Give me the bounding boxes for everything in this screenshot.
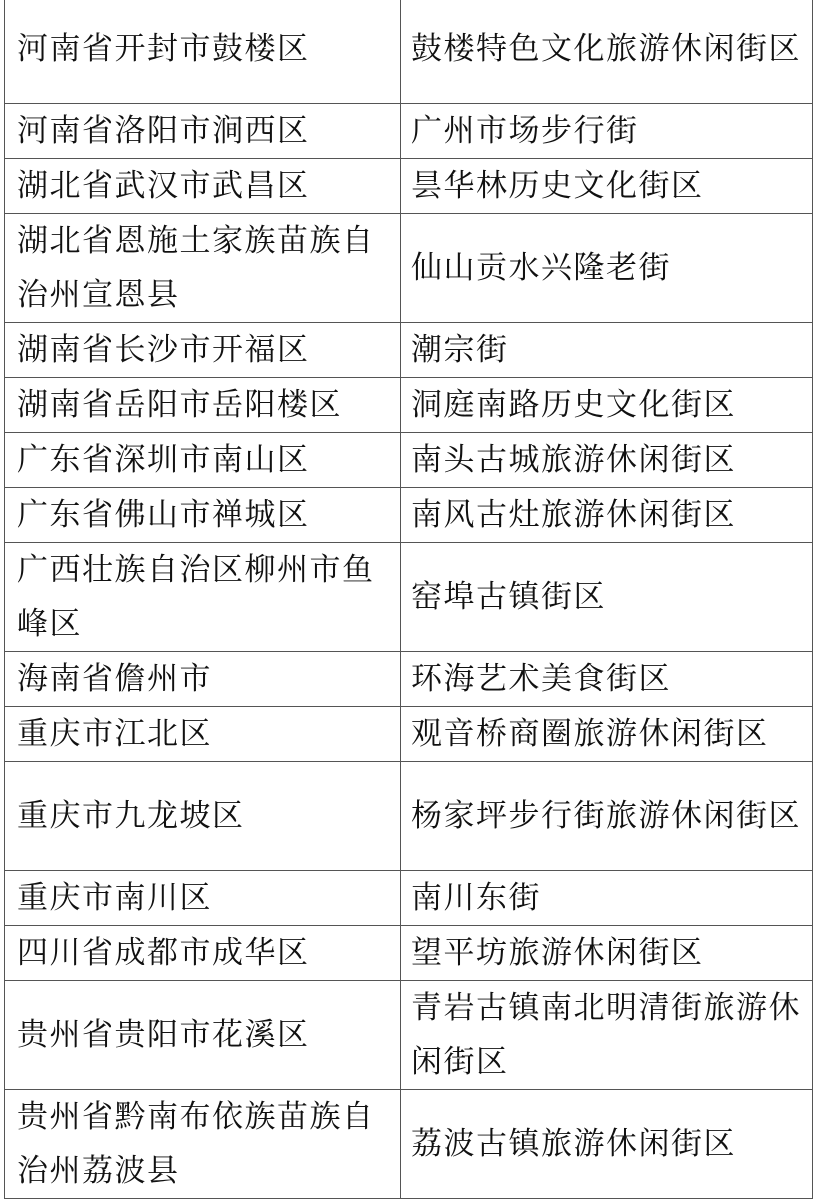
street-cell: 昙华林历史文化街区 <box>401 159 813 214</box>
street-cell: 南头古城旅游休闲街区 <box>401 433 813 488</box>
table-row <box>5 926 813 981</box>
table-row <box>5 378 813 433</box>
region-cell: 贵州省贵阳市花溪区 <box>5 981 401 1090</box>
street-cell: 洞庭南路历史文化街区 <box>401 378 813 433</box>
table-row <box>5 433 813 488</box>
table-row <box>5 0 813 104</box>
district-table <box>4 0 813 1199</box>
table-row <box>5 214 813 323</box>
street-cell: 杨家坪步行街旅游休闲街区 <box>401 762 813 871</box>
region-cell: 湖北省武汉市武昌区 <box>5 159 401 214</box>
table-row <box>5 323 813 378</box>
region-cell: 河南省开封市鼓楼区 <box>5 0 401 104</box>
region-cell: 湖北省恩施土家族苗族自治州宣恩县 <box>5 214 401 323</box>
region-cell: 河南省洛阳市涧西区 <box>5 104 401 159</box>
street-cell: 观音桥商圈旅游休闲街区 <box>401 707 813 762</box>
table-row <box>5 707 813 762</box>
table-row <box>5 104 813 159</box>
street-cell: 窑埠古镇街区 <box>401 543 813 652</box>
street-cell: 潮宗街 <box>401 323 813 378</box>
region-cell: 重庆市九龙坡区 <box>5 762 401 871</box>
street-cell: 青岩古镇南北明清街旅游休闲街区 <box>401 981 813 1090</box>
table-row <box>5 981 813 1090</box>
street-cell: 荔波古镇旅游休闲街区 <box>401 1090 813 1199</box>
region-cell: 贵州省黔南布依族苗族自治州荔波县 <box>5 1090 401 1199</box>
table-row <box>5 543 813 652</box>
street-cell: 仙山贡水兴隆老街 <box>401 214 813 323</box>
street-cell: 环海艺术美食街区 <box>401 652 813 707</box>
region-cell: 重庆市南川区 <box>5 871 401 926</box>
region-cell: 广东省佛山市禅城区 <box>5 488 401 543</box>
table-row <box>5 159 813 214</box>
street-cell: 南风古灶旅游休闲街区 <box>401 488 813 543</box>
table-row <box>5 488 813 543</box>
region-cell: 海南省儋州市 <box>5 652 401 707</box>
street-cell: 鼓楼特色文化旅游休闲街区 <box>401 0 813 104</box>
table-row <box>5 762 813 871</box>
table-row <box>5 652 813 707</box>
region-cell: 广东省深圳市南山区 <box>5 433 401 488</box>
street-cell: 广州市场步行街 <box>401 104 813 159</box>
table-row <box>5 1090 813 1199</box>
region-cell: 湖南省长沙市开福区 <box>5 323 401 378</box>
region-cell: 湖南省岳阳市岳阳楼区 <box>5 378 401 433</box>
street-cell: 望平坊旅游休闲街区 <box>401 926 813 981</box>
region-cell: 重庆市江北区 <box>5 707 401 762</box>
street-cell: 南川东街 <box>401 871 813 926</box>
region-cell: 四川省成都市成华区 <box>5 926 401 981</box>
region-cell: 广西壮族自治区柳州市鱼峰区 <box>5 543 401 652</box>
table-row <box>5 871 813 926</box>
